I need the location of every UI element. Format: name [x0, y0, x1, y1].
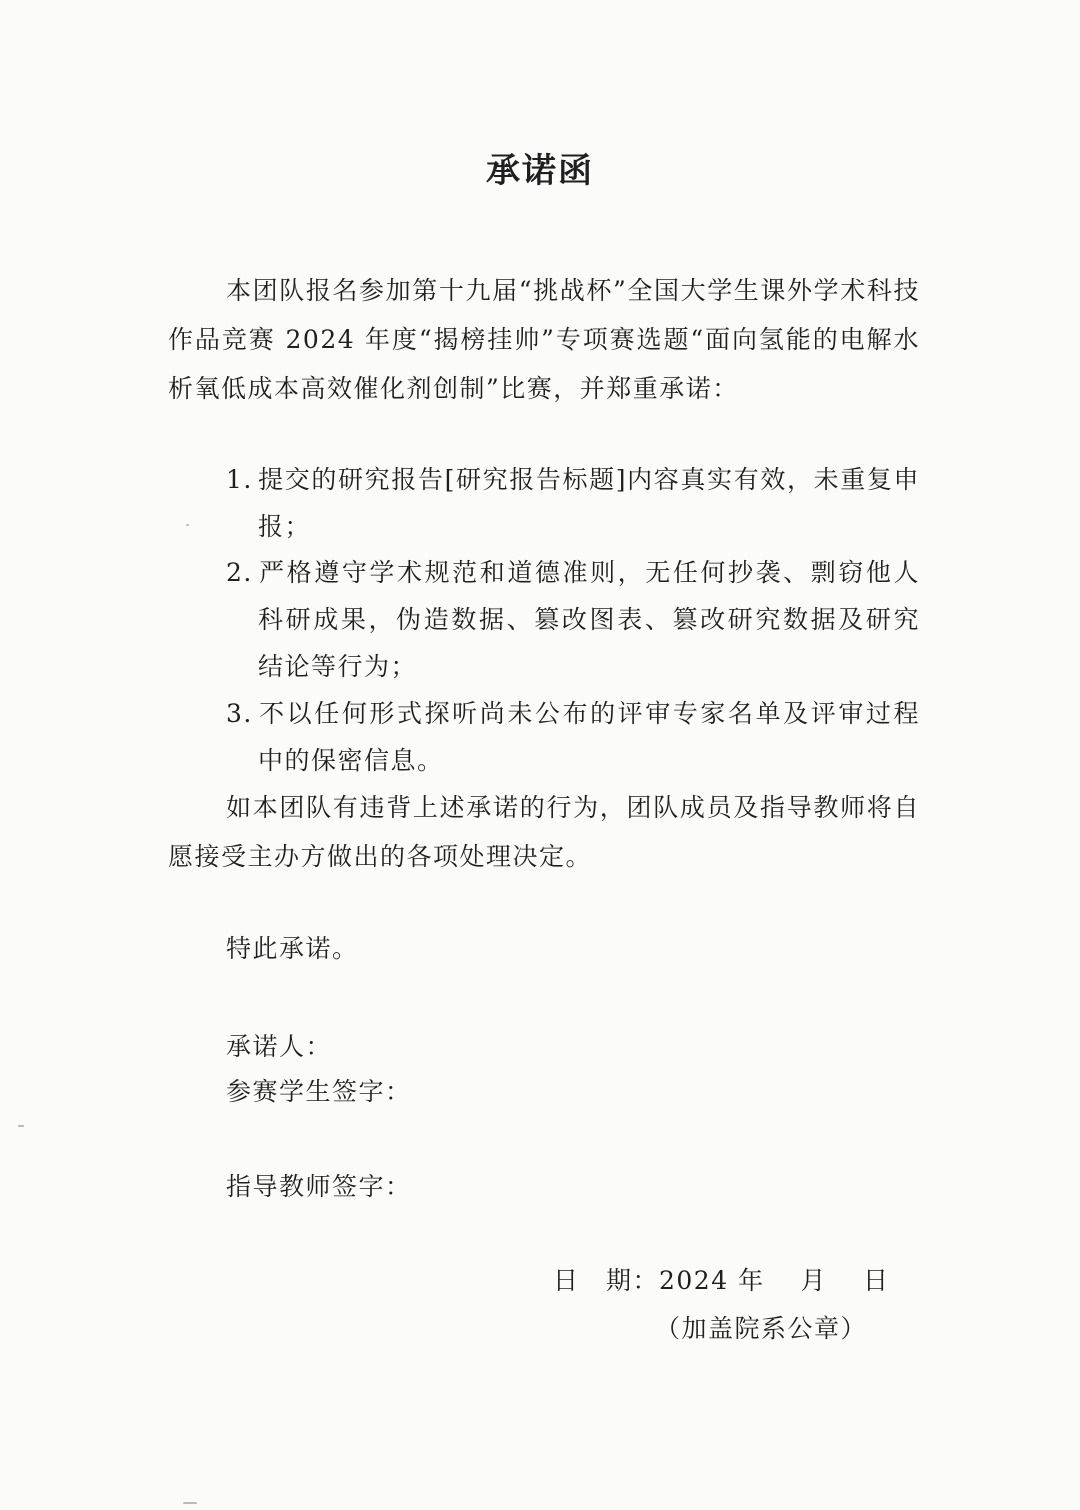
commitment-item-2: [226, 549, 920, 690]
student-signature-label: 参赛学生签字：: [226, 1077, 412, 1106]
intro-paragraph: 本团队报名参加第十九届“挑战杯”全国大学生课外学术科技作品竞赛 2024 年度“揭榜挂帅”专项赛选题“面向氢能的电解水析氧低成本高效催化剂创制”比赛，并郑重承诺：: [168, 276, 920, 403]
closing-line: 特此承诺。: [226, 934, 359, 963]
document-title: 承诺函: [486, 151, 594, 191]
pledger-label: 承诺人：: [226, 1032, 333, 1061]
item-number: 1.: [226, 465, 253, 494]
seal-note: （加盖院系公章）: [655, 1314, 868, 1343]
commitment-item-1: [226, 456, 920, 550]
scan-speck: [18, 1125, 24, 1127]
teacher-signature-label: 指导教师签字：: [226, 1172, 412, 1201]
scan-speck: [186, 524, 189, 526]
item-text: 提交的研究报告[研究报告标题]内容真实有效，未重复申报；: [258, 465, 920, 541]
consequence-paragraph: 如本团队有违背上述承诺的行为，团队成员及指导教师将自愿接受主办方做出的各项处理决定。: [168, 793, 920, 871]
item-number: 2.: [226, 558, 253, 587]
date-line: 日 期：2024 年 月 日: [553, 1266, 890, 1295]
item-number: 3.: [226, 699, 253, 728]
scan-speck: [183, 1502, 197, 1504]
item-text: 严格遵守学术规范和道德准则，无任何抄袭、剽窃他人科研成果，伪造数据、篡改图表、篡改研究数据及研究结论等行为；: [258, 558, 920, 681]
item-text: 不以任何形式探听尚未公布的评审专家名单及评审过程中的保密信息。: [258, 699, 920, 775]
commitment-item-3: [226, 690, 920, 784]
